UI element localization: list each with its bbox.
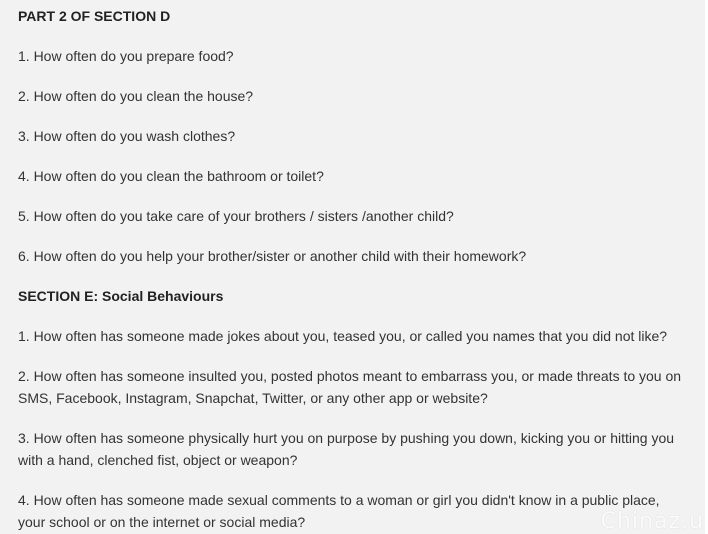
section-e-question-2: 2. How often has someone insulted you, posted photos meant to embarrass you, or made threats to you on SMS, Facebook, Instagram, Snapchat, Twitter, or any other app or website? [18, 368, 682, 406]
section-e-question-1: 1. How often has someone made jokes about you, teased you, or called you names that you did not like? [18, 328, 668, 344]
section-e-question-3: 3. How often has someone physically hurt you on purpose by pushing you down, kicking you or hitting you with a hand, clenched fist, object or weapon? [18, 430, 675, 468]
section-d-question-3: 3. How often do you wash clothes? [18, 128, 236, 144]
section-d-question-2: 2. How often do you clean the house? [18, 88, 254, 104]
section-e-question-4: 4. How often has someone made sexual comments to a woman or girl you didn't know in a public place, your school or on the internet or social media? [18, 492, 660, 530]
section-d-heading: PART 2 OF SECTION D [18, 8, 171, 24]
section-d-question-4: 4. How often do you clean the bathroom or toilet? [18, 168, 324, 184]
watermark: Chinaz.u [600, 509, 704, 534]
section-d-question-1: 1. How often do you prepare food? [18, 48, 234, 64]
section-d-question-5: 5. How often do you take care of your brothers / sisters /another child? [18, 208, 454, 224]
section-e-heading: SECTION E: Social Behaviours [18, 288, 224, 304]
section-d-question-6: 6. How often do you help your brother/sister or another child with their homework? [18, 248, 527, 264]
